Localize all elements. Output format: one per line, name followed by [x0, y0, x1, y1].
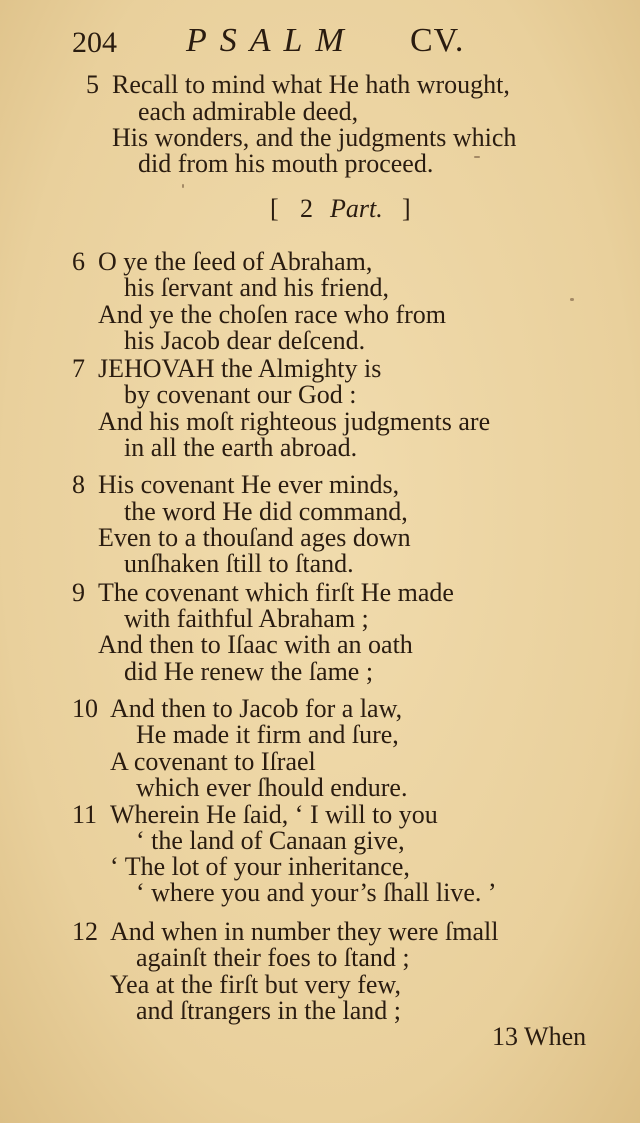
verse-number: 11	[72, 800, 98, 829]
catchword: 13 When	[492, 1022, 587, 1051]
verse-line: Yea at the firſt but very few,	[110, 970, 401, 999]
verse-number: 6	[72, 247, 85, 276]
verse-line: JEHOVAH the Almighty is	[98, 354, 382, 383]
running-title: PSALM	[186, 22, 357, 59]
page-header	[0, 20, 640, 64]
open-bracket: [	[270, 194, 279, 223]
verse-line: did from his mouth proceed.	[138, 149, 434, 178]
verse-line: Wherein He ſaid, ‘ I will to you	[110, 800, 438, 829]
verse-line: each admirable deed,	[138, 97, 359, 126]
close-bracket: ]	[402, 194, 411, 223]
verse-line: A covenant to Iſrael	[110, 747, 316, 776]
verse-line: He made it firm and ſure,	[136, 720, 399, 749]
paper-speck	[570, 298, 574, 301]
verse-line: and ſtrangers in the land ;	[136, 996, 401, 1025]
verse-line: in all the earth abroad.	[124, 433, 358, 462]
verse-line: his Jacob dear deſcend.	[124, 326, 366, 355]
part-number: 2	[300, 194, 313, 223]
verse-line: And ye the choſen race who from	[98, 300, 446, 329]
running-title-number: CV.	[410, 22, 465, 59]
verse-line: his ſervant and his friend,	[124, 273, 389, 302]
verse-number: 12	[72, 917, 98, 946]
verse-line: the word He did command,	[124, 497, 408, 526]
paper-speck	[474, 156, 480, 158]
verse-line: unſhaken ſtill to ſtand.	[124, 549, 354, 578]
verse-number: 10	[72, 694, 98, 723]
verse-line: by covenant our God :	[124, 380, 357, 409]
verse-number: 8	[72, 470, 85, 499]
verse-line: Recall to mind what He hath wrought,	[112, 70, 510, 99]
verse-line: did He renew the ſame ;	[124, 657, 374, 686]
verse-line: And when in number they were ſmall	[110, 917, 499, 946]
paper-speck	[182, 184, 184, 188]
verse-line: O ye the ſeed of Abraham,	[98, 247, 373, 276]
part-heading	[0, 194, 640, 228]
verse-number: 7	[72, 354, 85, 383]
verse-line: The covenant which firſt He made	[98, 578, 454, 607]
page-number: 204	[72, 26, 117, 59]
part-label: Part.	[330, 194, 383, 223]
verse-number: 5	[86, 70, 99, 99]
verse-line: And then to Iſaac with an oath	[98, 630, 413, 659]
verse-line: ‘ where you and your’s ſhall live. ’	[136, 878, 497, 907]
verse-line: And his moſt righteous judgments are	[98, 407, 491, 436]
verse-line: which ever ſhould endure.	[136, 773, 408, 802]
verse-line: His wonders, and the judgments which	[112, 123, 517, 152]
verse-line: ‘ the land of Canaan give,	[136, 826, 405, 855]
verse-line: And then to Jacob for a law,	[110, 694, 403, 723]
verse-line: His covenant He ever minds,	[98, 470, 400, 499]
verse-line: Even to a thouſand ages down	[98, 523, 411, 552]
verse-line: ‘ The lot of your inheritance,	[110, 852, 410, 881]
verse-line: againſt their foes to ſtand ;	[136, 943, 410, 972]
verse-line: with faithful Abraham ;	[124, 604, 369, 633]
verse-number: 9	[72, 578, 85, 607]
